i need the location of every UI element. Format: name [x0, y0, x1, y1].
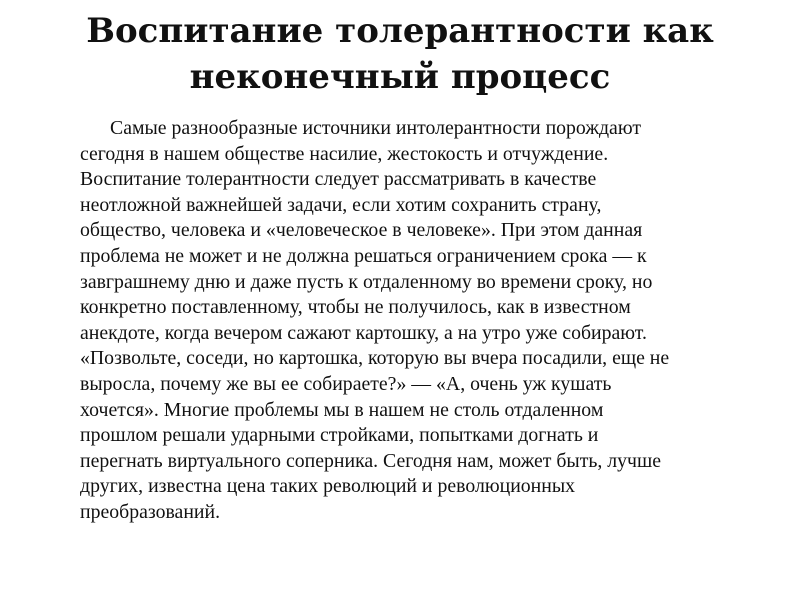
body-line: выросла, почему же вы ее собираете?» — «А, очень уж кушать — [80, 372, 612, 395]
body-line: сегодня в нашем обществе насилие, жестокость и отчуждение. — [80, 142, 609, 165]
body-line: Воспитание толерантности следует рассматривать в качестве — [80, 168, 597, 191]
body-line: анекдоте, когда вечером сажают картошку, а на утро уже собирают. — [80, 321, 647, 344]
body-line: преобразований. — [80, 500, 221, 523]
slide-body-paragraph — [80, 116, 758, 526]
body-line: прошлом решали ударными стройками, попытками догнать и — [80, 424, 599, 447]
slide-title-line: Воспитание толерантности как — [86, 11, 714, 51]
body-line: хочется». Многие проблемы мы в нашем не столь отдаленном — [80, 398, 604, 421]
body-line: Самые разнообразные источники интолерантности порождают — [110, 117, 642, 139]
slide-title — [60, 8, 740, 100]
body-line: проблема не может и не должна решаться ограничением срока — к — [80, 244, 647, 267]
body-line: конкретно поставленному, чтобы не получилось, как в известном — [80, 296, 631, 319]
body-line: общество, человека и «человеческое в человеке». При этом данная — [80, 219, 643, 242]
body-line: завграшнему дню и даже пусть к отдаленному во времени сроку, но — [80, 270, 653, 293]
body-line: неотложной важнейшей задачи, если хотим сохранить страну, — [80, 193, 602, 216]
body-line: других, известна цена таких революций и революционных — [80, 475, 576, 498]
body-line: перегнать виртуального соперника. Сегодня нам, может быть, лучше — [80, 449, 661, 472]
body-line: «Позвольте, соседи, но картошка, которую вы вчера посадили, еще не — [80, 347, 670, 370]
slide-title-line: неконечный процесс — [189, 57, 611, 97]
